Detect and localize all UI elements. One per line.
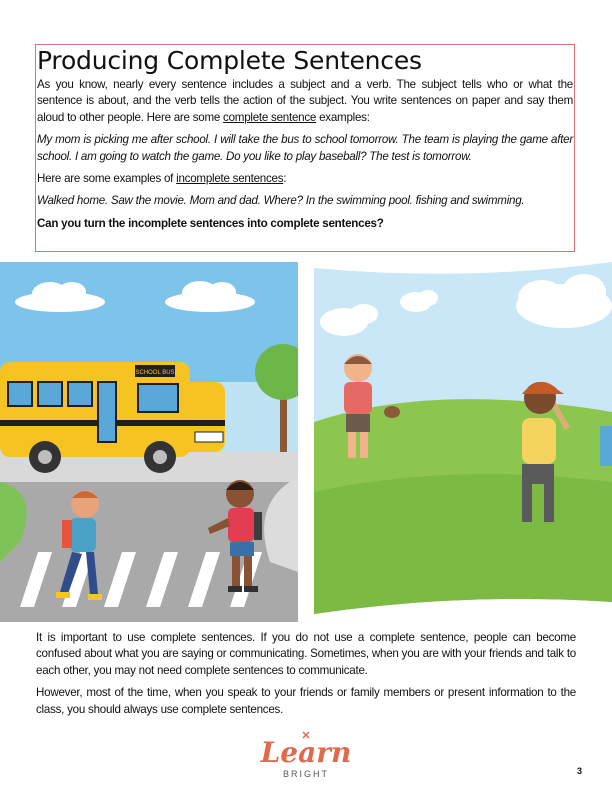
intro-text-1: As you know, nearly every sentence includes a subject and a verb. The subject tells who or what the sentence is about, and the verb tells the action of the subject. You write sentences on paper and say them aloud to other people. Here are some	[37, 78, 573, 124]
paragraph-2: However, most of the time, when you speak to your friends or family members or present information to the class, you should always use complete sentences.	[36, 686, 576, 716]
page-title: Producing Complete Sentences	[37, 46, 422, 75]
incomplete-examples: Walked home. Saw the movie. Mom and dad. Where? In the swimming pool. fishing and swimming.	[37, 194, 525, 208]
learn-bright-logo	[250, 730, 362, 782]
paragraph-1: It is important to use complete sentences. If you do not use a complete sentence, people can become confused about what you are saying or communicating. Sometimes, when you are with your friends and talk to each other, you may not need complete sentences to communicate.	[36, 631, 576, 677]
intro-paragraph	[37, 77, 573, 126]
field-foreground	[314, 474, 612, 614]
child-partial-icon	[600, 426, 612, 466]
bus-sign: SCHOOL BUS	[135, 370, 175, 376]
body-text	[36, 630, 576, 724]
incomplete-sentences-link[interactable]: incomplete sentences	[176, 172, 284, 186]
baseball-illustration	[314, 262, 612, 622]
question: Can you turn the incomplete sentences into complete sentences?	[37, 216, 384, 230]
intro-text-2: examples:	[316, 110, 370, 124]
intro-box	[35, 44, 575, 252]
incomplete-intro-text-2: :	[283, 172, 287, 186]
complete-examples: My mom is picking me after school. I will take the bus to school tomorrow. The team is playing the game after school. I am going to watch the game. Do you like to play baseball? The test is tomorrow.	[37, 133, 573, 163]
complete-sentence-link[interactable]: complete sentence	[223, 110, 317, 124]
school-bus-illustration	[0, 262, 298, 622]
logo-sub: BRIGHT	[282, 769, 330, 779]
logo-word: Learn	[260, 736, 352, 769]
page-number: 3	[577, 766, 583, 776]
incomplete-intro-text-1: Here are some examples of	[37, 172, 177, 186]
incomplete-intro	[37, 171, 573, 187]
